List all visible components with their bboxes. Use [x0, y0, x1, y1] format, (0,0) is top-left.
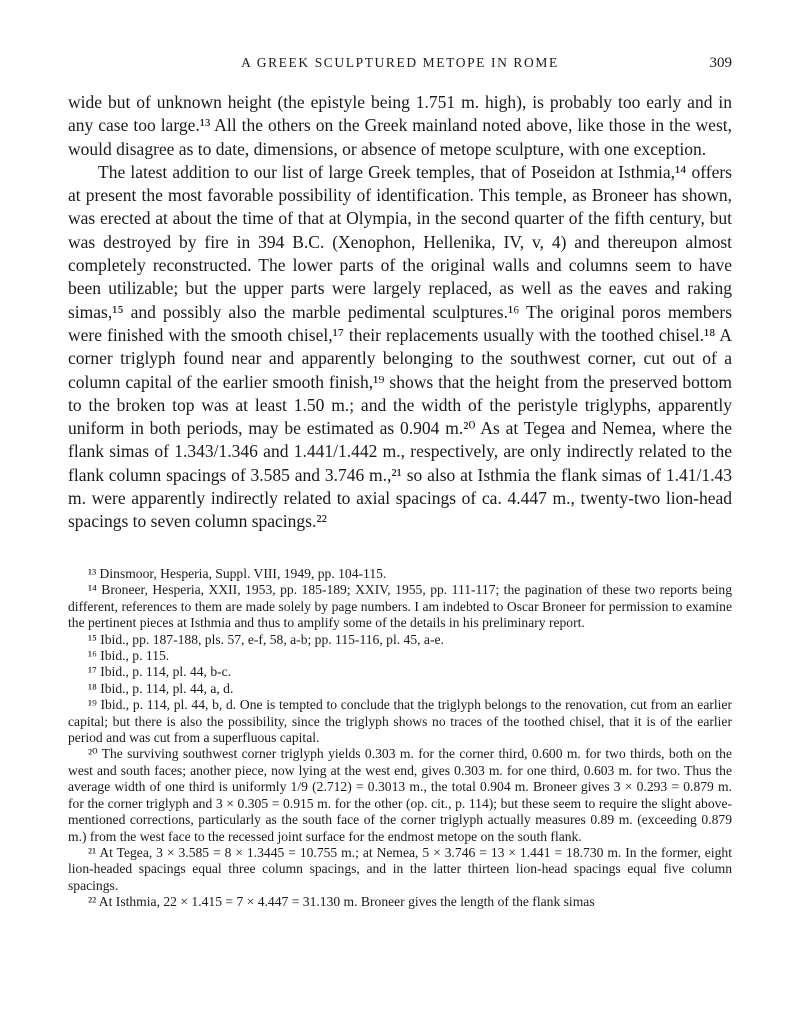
footnote-13: ¹³ Dinsmoor, Hesperia, Suppl. VIII, 1949, pp. 104-115. [88, 566, 387, 581]
footnote-15: ¹⁵ Ibid., pp. 187-188, pls. 57, e-f, 58, a-b; pp. 115-116, pl. 45, a-e. [88, 631, 444, 647]
footnote-18: ¹⁸ Ibid., p. 114, pl. 44, a, d. [88, 680, 234, 696]
body-paragraph: The latest addition to our list of large Greek temples, that of Poseidon at Isthmia,¹⁴ offers at present the most favorable possibility of identification. This temple, as Broneer has shown, was erected at about the time of that at Olympia, in the second quarter of the fifth century, but was destroyed by fire in 394 B.C. (Xenophon, Hellenika, IV, v, 4) and thereupon almost completely reconstructed. The lower parts of the original walls and columns seem to have been utilizable; but the upper parts were largely replaced, as well as the eaves and raking simas,¹⁵ and possibly also the marble pedimental sculptures.¹⁶ The original poros members were finished with the smooth chisel,¹⁷ their replacements usually with the toothed chisel.¹⁸ A corner triglyph found near and apparently belonging to the southwest corner, cut out of a column capital of the earlier smooth finish,¹⁹ shows that the height from the preserved bottom to the broken top was at least 1.50 m.; and the width of the peristyle triglyphs, apparently uniform in both periods, may be estimated as 0.904 m.²⁰ As at Tegea and Nemea, where the flank simas of 1.343/1.346 and 1.441/1.442 m., respectively, are only indirectly related to the flank column spacings of 3.585 and 3.746 m.,²¹ so also at Isthmia the flank simas of 1.41/1.43 m. were apparently indirectly related to axial spacings of ca. 4.447 m., twenty-two lion-head spacings to seven column spacings.²² [68, 161, 732, 532]
footnote-20: ²⁰ The surviving southwest corner triglyph yields 0.303 m. for the corner third, 0.600 m. for two thirds, both on the west and south faces; another piece, now lying at the west end, gives 0.303 m. for one third, 0.603 m. for two. Thus the average width of one third is uniformly 1/9 (2.712) = 0.3013 m., the total 0.904 m. Broneer gives 3 × 0.293 = 0.879 m. for the corner triglyph and 3 × 0.305 = 0.915 m. for the other (op. cit., p. 114); but these seem to require the slight above-mentioned corrections, particularly as the south face of the corner triglyph actually measures 0.89 m. (exceeding 0.879 m.) from the west face to the recessed joint surface for the endmost metope on the south flank. [68, 746, 732, 844]
footnote-17: ¹⁷ Ibid., p. 114, pl. 44, b-c. [88, 664, 232, 680]
body-paragraph: wide but of unknown height (the epistyle being 1.751 m. high), is probably too early and in any case too large.¹³ All the others on the Greek mainland noted above, like those in the west, would disagree as to date, dimensions, or absence of metope sculpture, with one exception. [68, 92, 732, 159]
footnotes [68, 566, 732, 911]
footnote-16: ¹⁶ Ibid., p. 115. [88, 648, 170, 664]
page-header [68, 55, 732, 77]
page-number: 309 [709, 55, 732, 71]
footnote-14: ¹⁴ Broneer, Hesperia, XXII, 1953, pp. 185-189; XXIV, 1955, pp. 111-117; the pagination of these two reports being different, references to them are made solely by page numbers. I am indebted to Oscar Broneer for permission to examine the pertinent pieces at Isthmia and thus to amplify some of the details in his preliminary report. [68, 582, 732, 631]
footnote-22: ²² At Isthmia, 22 × 1.415 = 7 × 4.447 = 31.130 m. Broneer gives the length of the flank simas [88, 894, 595, 910]
footnote-19: ¹⁹ Ibid., p. 114, pl. 44, b, d. One is tempted to conclude that the triglyph belongs to the renovation, cut from an earlier capital; but there is also the possibility, since the triglyph shows no traces of the toothed chisel, that it is of the earlier period and was cut from a superfluous capital. [68, 697, 732, 746]
main-text [68, 91, 732, 534]
footnote-21: ²¹ At Tegea, 3 × 3.585 = 8 × 1.3445 = 10.755 m.; at Nemea, 5 × 3.746 = 13 × 1.441 = 18.730 m. In the former, eight lion-headed spacings equal three column spacings, and in the latter thirteen lion-head spacings equal five column spacings. [68, 844, 732, 893]
running-title: A GREEK SCULPTURED METOPE IN ROME [241, 55, 559, 70]
